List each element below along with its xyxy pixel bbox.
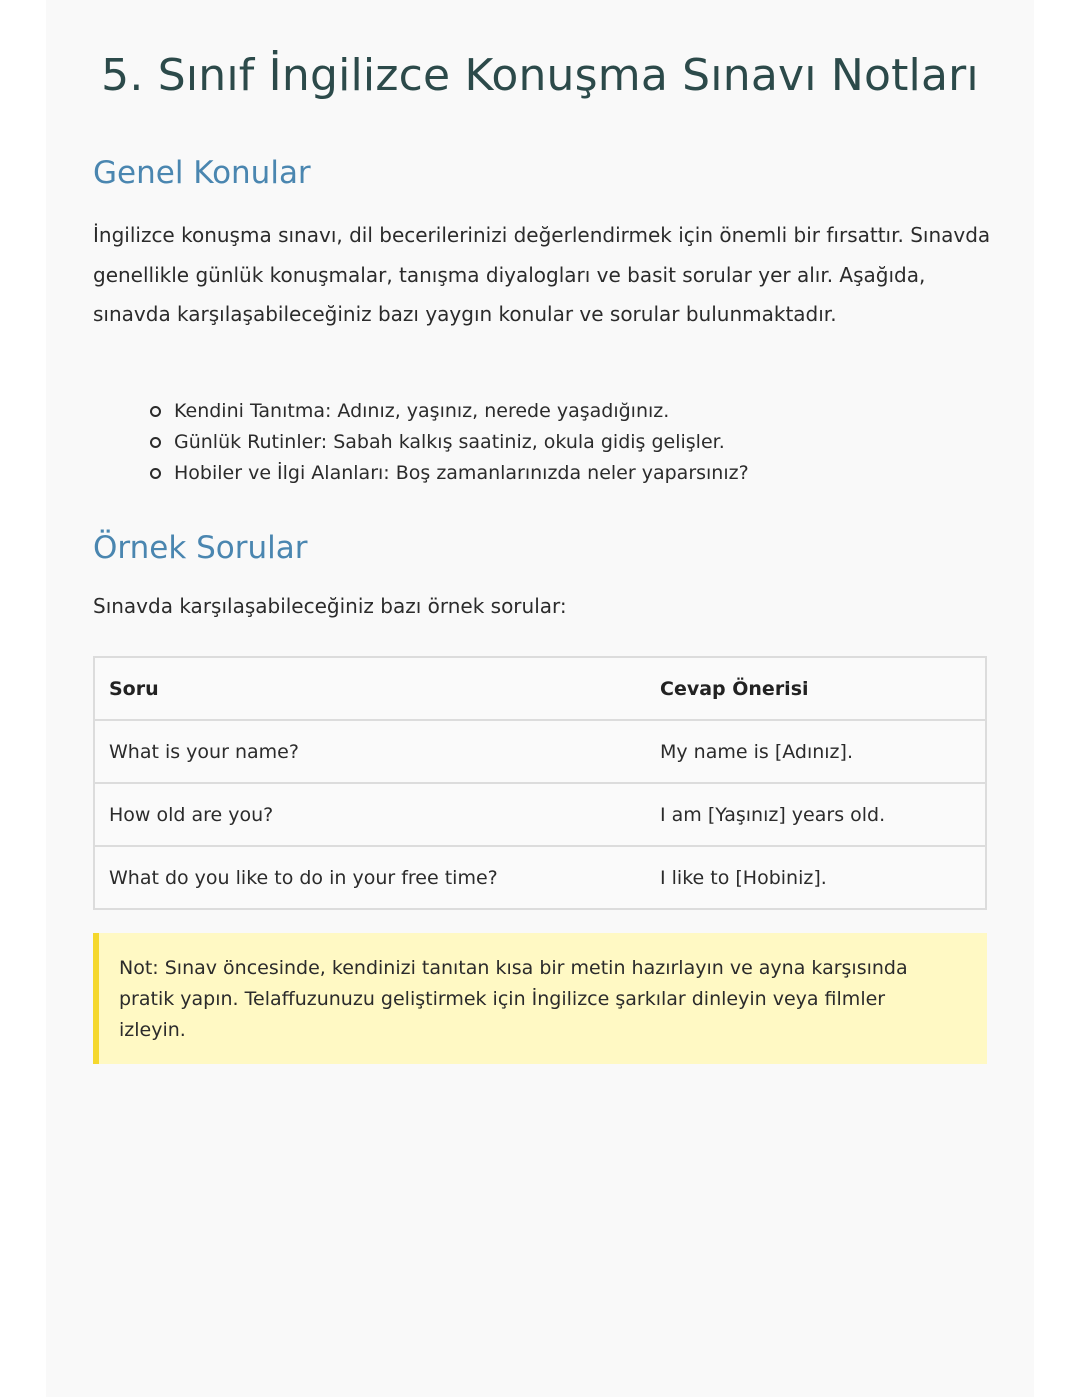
document-page (46, 0, 1034, 1397)
answer-cell: I like to [Hobiniz]. (660, 866, 827, 889)
answer-cell: I am [Yaşınız] years old. (646, 783, 986, 846)
table-row (94, 720, 986, 783)
list-item (150, 458, 749, 489)
table-header-row (94, 657, 986, 720)
topic-list (150, 396, 749, 489)
page-title: 5. Sınıf İngilizce Konuşma Sınavı Notları (101, 50, 979, 101)
note-text: Not: Sınav öncesinde, kendinizi tanıtan kısa bir metin hazırlayın ve ayna karşısında pratik yapın. Telaffuzunuzu geliştirmek için İngilizce şarkılar dinleyin veya filmler izleyin. (119, 957, 908, 1041)
list-item-text: Günlük Rutinler: Sabah kalkış saatiniz, okula gidiş gelişler. (174, 431, 725, 453)
sample-questions-intro: Sınavda karşılaşabileceğiniz bazı örnek sorular: (93, 594, 567, 618)
list-item-text: Kendini Tanıtma: Adınız, yaşınız, nerede yaşadığınız. (174, 400, 670, 422)
circle-bullet-icon (150, 406, 161, 417)
question-cell: How old are you? (94, 783, 646, 846)
question-cell: What do you like to do in your free time? (109, 866, 498, 889)
list-item (150, 396, 749, 427)
column-header-answer: Cevap Önerisi (646, 657, 986, 720)
circle-bullet-icon (150, 468, 161, 479)
intro-paragraph: İngilizce konuşma sınavı, dil becerilerinizi değerlendirmek için önemli bir fırsattır. Sınavda genellikle günlük konuşmalar, tanışma diyalogları ve basit sorular yer alır. Aşağıda, sınavda karşılaşabileceğiniz bazı yaygın konular ve sorular bulunmaktadır. (93, 223, 991, 326)
circle-bullet-icon (150, 437, 161, 448)
table-row (94, 846, 986, 909)
note-callout (93, 933, 987, 1064)
list-item (150, 427, 749, 458)
column-header-question: Soru (94, 657, 646, 720)
question-cell: What is your name? (94, 720, 646, 783)
questions-table (93, 656, 987, 910)
heading-general-topics: Genel Konular (93, 155, 311, 191)
table-row (94, 783, 986, 846)
list-item-text: Hobiler ve İlgi Alanları: Boş zamanlarınızda neler yaparsınız? (174, 462, 749, 484)
answer-cell: My name is [Adınız]. (646, 720, 986, 783)
heading-sample-questions: Örnek Sorular (93, 530, 308, 566)
